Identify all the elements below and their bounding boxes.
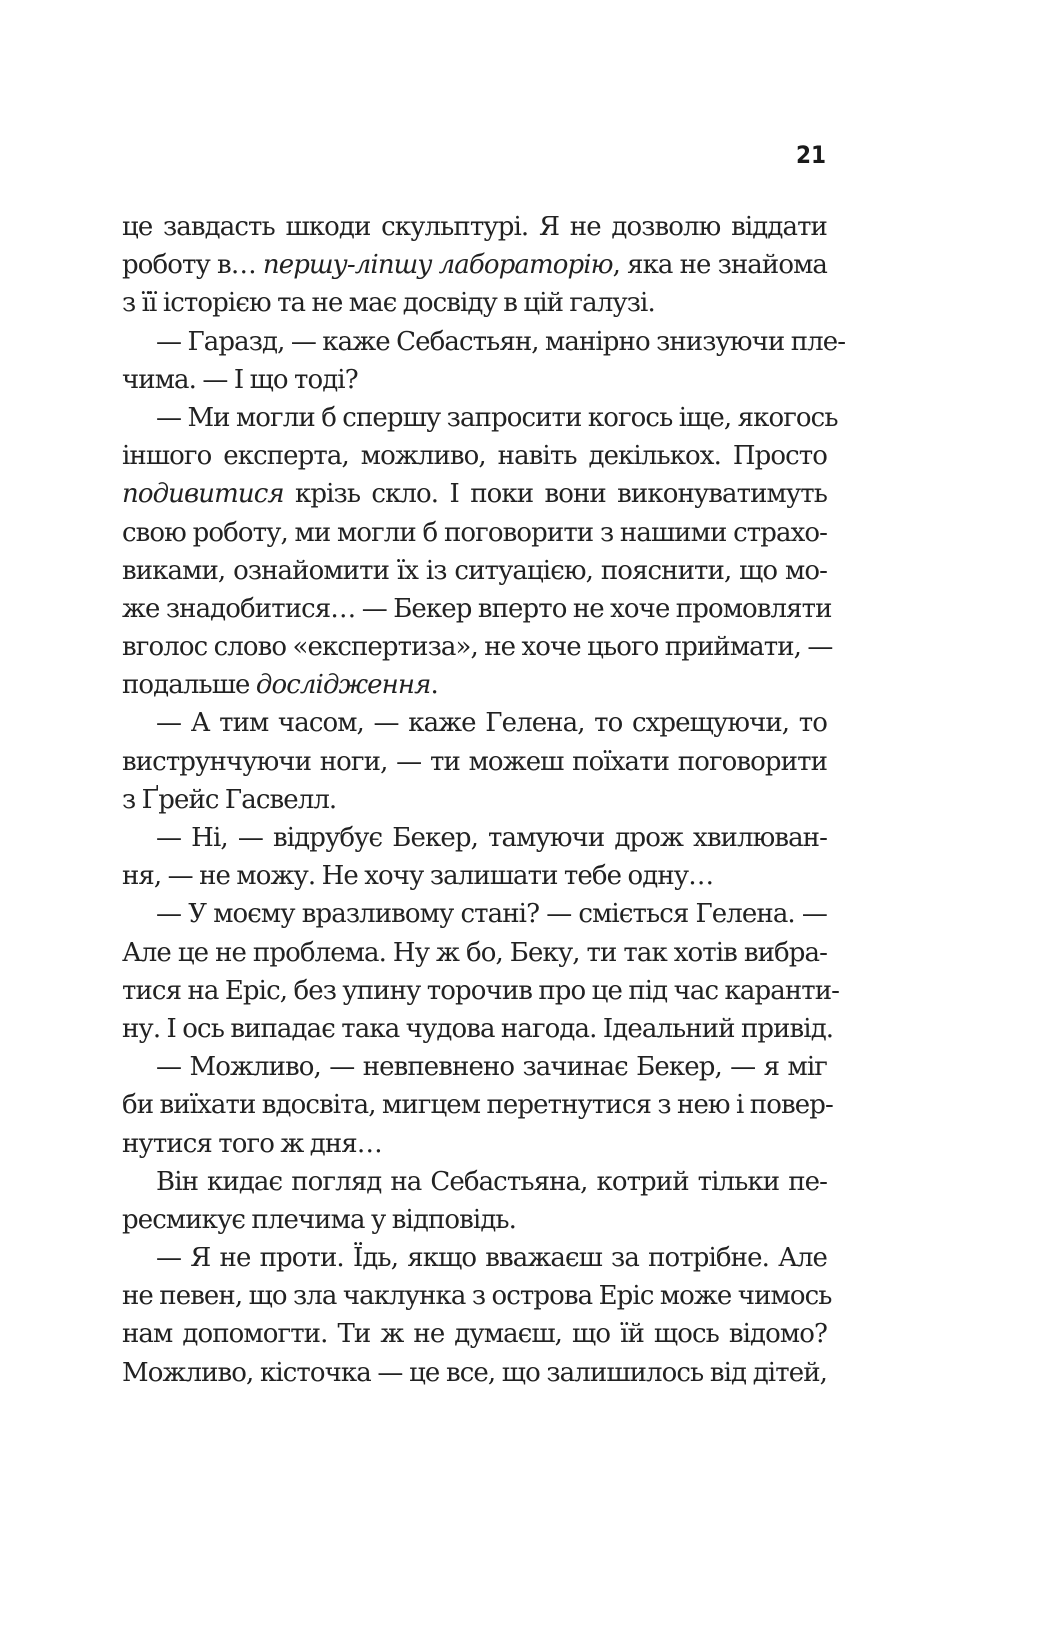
text-line: [122, 972, 840, 1010]
italic-text: першу-ліпшу лабораторію: [262, 250, 613, 281]
text-segment: — Гаразд, — каже Себастьян, манірно знизуючи пле-: [156, 326, 846, 357]
text-segment: — А тим часом, — каже Гелена, то схрещуючи, то: [156, 708, 827, 739]
text-segment: .: [430, 670, 438, 701]
text-segment: виками, ознайомити їх із ситуацією, пояснити, що мо-: [122, 555, 827, 586]
text-segment: би виїхати вдосвіта, мигцем перетнутися з нею і повер-: [122, 1090, 833, 1121]
text-line: [122, 1354, 827, 1392]
text-line: [122, 781, 827, 819]
text-line: [122, 1315, 827, 1353]
text-line: [122, 361, 827, 399]
text-segment: — Можливо, — невпевнено зачинає Бекер, — я міг: [156, 1052, 827, 1083]
text-segment: Він кидає погляд на Себастьяна, котрий тільки пе-: [156, 1166, 827, 1197]
text-line: [122, 1010, 834, 1048]
text-line: [122, 1163, 827, 1201]
text-line: [122, 743, 827, 781]
text-segment: ну. І ось випадає така чудова нагода. Ідеальний привід.: [122, 1013, 834, 1044]
body-text: [122, 208, 846, 1392]
text-segment: ня, — не можу. Не хочу залишати тебе одну…: [122, 861, 714, 892]
text-line: [122, 323, 846, 361]
text-segment: Але це не проблема. Ну ж бо, Беку, ти так хотів вибра-: [122, 937, 827, 968]
text-segment: ресмикує плечима у відповідь.: [122, 1204, 517, 1235]
italic-text: подивитися: [122, 479, 284, 510]
text-segment: Можливо, кісточка — це все, що залишилось від дітей,: [122, 1357, 827, 1388]
text-segment: подальше: [122, 670, 256, 701]
text-line: [122, 895, 827, 933]
text-segment: свою роботу, ми могли б поговорити з нашими страхо-: [122, 517, 827, 548]
text-line: [122, 1125, 827, 1163]
text-segment: не певен, що зла чаклунка з острова Еріс може чимось: [122, 1281, 832, 1312]
text-line: [122, 934, 827, 972]
text-line: [122, 514, 827, 552]
text-line: [122, 1048, 827, 1086]
text-line: [122, 1086, 833, 1124]
italic-text: дослідження: [255, 670, 431, 701]
text-segment: нам допомогти. Ти ж не думаєш, що їй щось відомо?: [122, 1319, 827, 1350]
page-number: 21: [795, 141, 826, 169]
text-segment: — Я не проти. Їдь, якщо вважаєш за потрібне. Але: [156, 1243, 827, 1274]
text-line: [122, 399, 838, 437]
text-line: [122, 284, 827, 322]
text-segment: з Ґрейс Гасвелл.: [122, 784, 337, 815]
text-segment: чима. — І що тоді?: [122, 364, 358, 395]
text-segment: роботу в…: [122, 250, 263, 281]
text-segment: — Ми могли б спершу запросити когось іще, якогось: [156, 402, 838, 433]
text-segment: іншого експерта, можливо, навіть декількох. Просто: [122, 441, 827, 472]
text-line: [122, 1277, 832, 1315]
text-line: [122, 208, 827, 246]
text-segment: тися на Еріс, без упину торочив про це під час каранти-: [122, 975, 840, 1006]
text-segment: виструнчуючи ноги, — ти можеш поїхати поговорити: [122, 746, 827, 777]
text-line: [122, 666, 827, 704]
text-segment: же знадобитися… — Бекер вперто не хоче промовляти: [122, 593, 832, 624]
text-line: [122, 819, 827, 857]
text-segment: — У моєму вразливому стані? — сміється Гелена. —: [156, 899, 827, 930]
text-line: [122, 628, 833, 666]
text-segment: крізь скло. І поки вони виконуватимуть: [283, 479, 827, 510]
text-line: [122, 857, 827, 895]
text-line: [122, 1239, 827, 1277]
text-line: [122, 590, 832, 628]
text-segment: з її історією та не має досвіду в цій галузі.: [122, 288, 655, 319]
text-segment: нутися того ж дня…: [122, 1128, 382, 1159]
text-line: [122, 475, 827, 513]
text-line: [122, 704, 827, 742]
text-line: [122, 552, 827, 590]
text-segment: вголос слово «експертиза», не хоче цього приймати, —: [122, 632, 833, 663]
text-line: [122, 1201, 827, 1239]
text-segment: це завдасть шкоди скульптурі. Я не дозволю віддати: [122, 212, 827, 242]
text-line: [122, 437, 827, 475]
text-segment: , яка не знайома: [612, 250, 827, 281]
text-line: [122, 246, 827, 284]
text-segment: — Ні, — відрубує Бекер, тамуючи дрож хвилюван-: [156, 823, 827, 853]
